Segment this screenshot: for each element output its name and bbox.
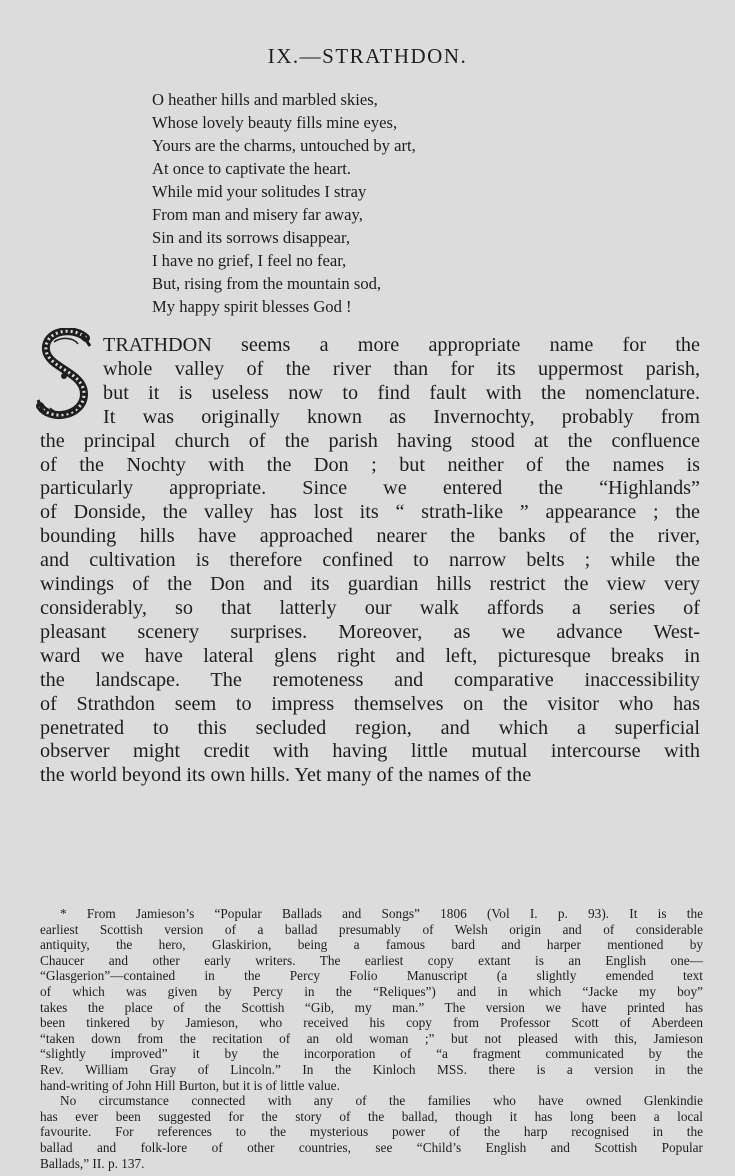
footnote-line: of which was given by Percy in the “Reliques”) and in which “Jacke my boy”: [40, 983, 703, 999]
poem-line: My happy spirit blesses God !: [152, 297, 352, 316]
poem-line: But, rising from the mountain sod,: [152, 274, 382, 293]
footnote-line: Ballads,” II. p. 137.: [40, 1155, 145, 1171]
epigraph-poem: [152, 88, 582, 318]
footnote-line: * From Jamieson’s “Popular Ballads and Songs” 1806 (Vol I. p. 93). It is the: [60, 906, 703, 921]
body-line: the principal church of the parish having stood at the confluence: [40, 429, 700, 452]
poem-line: I have no grief, I feel no fear,: [152, 251, 347, 270]
body-text: [40, 334, 700, 788]
body-line: considerably, so that latterly our walk affords a series of: [40, 596, 700, 619]
poem-line: Whose lovely beauty fills mine eyes,: [152, 113, 398, 132]
poem-line: O heather hills and marbled skies,: [152, 90, 378, 109]
footnote-line: favourite. For references to the mysterious power of the harp recognised in the: [40, 1124, 703, 1140]
ornamental-drop-cap-s: [34, 328, 98, 426]
body-line: bounding hills have approached nearer the banks of the river,: [40, 525, 700, 548]
footnote-line: Chaucer and other early writers. The earliest copy extant is an English one—: [40, 952, 703, 968]
poem-line: At once to captivate the heart.: [152, 159, 352, 178]
footnote-line: has ever been suggested for the story of the ballad, though it has long been a local: [40, 1108, 703, 1124]
footnote-line: antiquity, the hero, Glaskirion, being a famous bard and harper mentioned by: [40, 937, 703, 953]
body-line: whole valley of the river than for its uppermost parish,: [103, 357, 700, 380]
body-line: observer might credit with having little mutual intercourse with: [40, 740, 700, 763]
footnote-line: “Glasgerion”—contained in the Percy Folio Manuscript (a slightly emended text: [40, 968, 703, 984]
body-line: but it is useless now to find fault with the nomenclature.: [103, 381, 700, 404]
footnote-line: earliest Scottish version of a ballad presumably of Welsh origin and of considerable: [40, 921, 703, 937]
footnote-line: been tinkered by Jamieson, who received his copy from Professor Scott of Aberdeen: [40, 1015, 703, 1031]
body-line: pleasant scenery surprises. Moreover, as we advance West-: [40, 620, 700, 643]
footnote-line: hand-writing of John Hill Burton, but it is of little value.: [40, 1077, 340, 1093]
body-line: of Donside, the valley has lost its “ strath-like ” appearance ; the: [40, 501, 700, 524]
poem-line: Yours are the charms, untouched by art,: [152, 136, 416, 155]
body-line: particularly appropriate. Since we entered the “Highlands”: [40, 477, 700, 500]
footnotes: [40, 906, 703, 1171]
body-line: windings of the Don and its guardian hills restrict the view very: [40, 573, 700, 596]
poem-line: From man and misery far away,: [152, 205, 363, 224]
footnote-line: “taken down from the recitation of an old woman ;” but not pleased with this, Jamieson: [40, 1030, 703, 1046]
footnote-line: No circumstance connected with any of the families who have owned Glenkindie: [60, 1093, 703, 1109]
body-line: penetrated to this secluded region, and which a superficial: [40, 716, 700, 739]
footnote-line: takes the place of the Scottish “Gib, my man.” The version we have printed has: [40, 999, 703, 1015]
footnote-line: “slightly improved” it by the incorporation of “a fragment communicated by the: [40, 1046, 703, 1062]
footnote-line: ballad and folk-lore of other countries, see “Child’s English and Scottish Popular: [40, 1139, 703, 1155]
body-line: ward we have lateral glens right and left, picturesque breaks in: [40, 644, 700, 667]
body-line: the landscape. The remoteness and comparative inaccessibility: [40, 668, 700, 691]
body-line: and cultivation is therefore confined to narrow belts ; while the: [40, 549, 700, 572]
footnote-line: Rev. William Gray of Lincoln.” In the Kinloch MSS. there is a version in the: [40, 1061, 703, 1077]
body-line: TRATHDON seems a more appropriate name for the: [103, 334, 700, 356]
body-line: It was originally known as Invernochty, probably from: [103, 405, 700, 428]
body-line: of Strathdon seem to impress themselves on the visitor who has: [40, 692, 700, 715]
body-line: the world beyond its own hills. Yet many of the names of the: [40, 764, 532, 787]
poem-line: Sin and its sorrows disappear,: [152, 228, 350, 247]
chapter-title: IX.—STRATHDON.: [267, 44, 468, 68]
body-line: of the Nochty with the Don ; but neither of the names is: [40, 453, 700, 476]
poem-line: While mid your solitudes I stray: [152, 182, 367, 201]
